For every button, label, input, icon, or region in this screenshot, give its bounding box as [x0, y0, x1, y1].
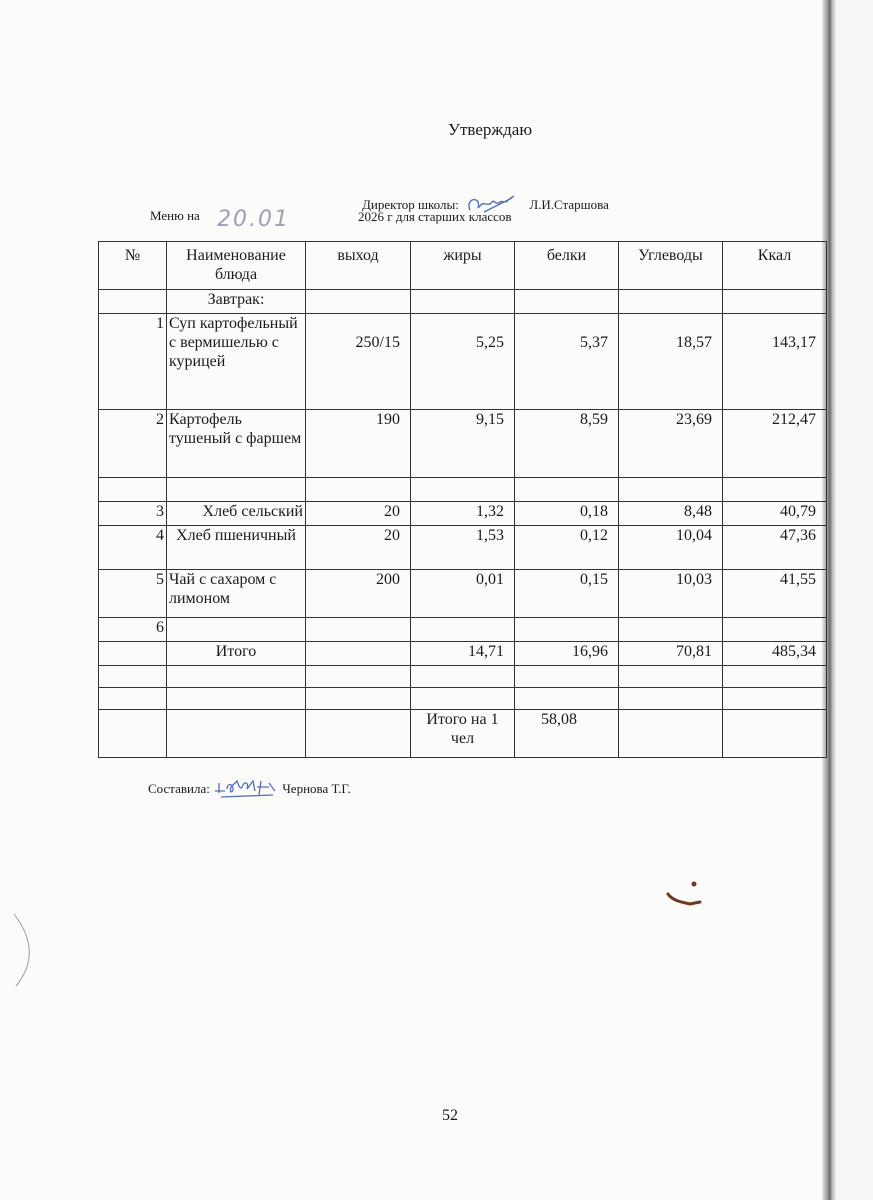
per-person-row: [99, 710, 827, 758]
row-protein: 5,37: [515, 314, 619, 410]
row-protein: 0,15: [515, 570, 619, 618]
row-out: 20: [306, 502, 411, 526]
row-name: Хлеб пшеничный: [167, 526, 306, 570]
page-curve-mark: [10, 912, 40, 990]
table-header-row: [99, 242, 827, 290]
total-kcal: 485,34: [723, 642, 827, 666]
row-out: 20: [306, 526, 411, 570]
ink-stain: [660, 880, 710, 910]
col-header-num: №: [99, 242, 167, 290]
row-num: 2: [99, 410, 167, 478]
row-carbs: [619, 618, 723, 642]
row-out: [306, 618, 411, 642]
row-fat: 1,32: [411, 502, 515, 526]
row-protein: 8,59: [515, 410, 619, 478]
empty-row: [99, 478, 827, 502]
table-row: [99, 410, 827, 478]
row-num: 6: [99, 618, 167, 642]
row-fat: [411, 618, 515, 642]
row-num: 1: [99, 314, 167, 410]
col-header-name: Наименование блюда: [167, 242, 306, 290]
section-row: [99, 290, 827, 314]
director-name: Л.И.Старшова: [529, 197, 609, 212]
row-kcal: 212,47: [723, 410, 827, 478]
row-fat: 9,15: [411, 410, 515, 478]
row-fat: 5,25: [411, 314, 515, 410]
total-protein: 16,96: [515, 642, 619, 666]
row-carbs: 8,48: [619, 502, 723, 526]
table-row: [99, 526, 827, 570]
table-row: [99, 314, 827, 410]
menu-table: [98, 241, 827, 758]
total-row: [99, 642, 827, 666]
col-header-kcal: Ккал: [723, 242, 827, 290]
menu-date-line: [150, 207, 291, 232]
per-person-label: Итого на 1 чел: [411, 710, 515, 758]
row-kcal: 40,79: [723, 502, 827, 526]
table-row: [99, 570, 827, 618]
row-kcal: 143,17: [723, 314, 827, 410]
total-carbs: 70,81: [619, 642, 723, 666]
row-kcal: 41,55: [723, 570, 827, 618]
col-header-carbs: Углеводы: [619, 242, 723, 290]
row-kcal: 47,36: [723, 526, 827, 570]
per-person-value: 58,08: [515, 710, 619, 758]
composer-signature: [213, 777, 279, 799]
empty-row: [99, 666, 827, 688]
page-number: 52: [442, 1107, 458, 1124]
row-fat: 0,01: [411, 570, 515, 618]
row-protein: [515, 618, 619, 642]
row-out: 250/15: [306, 314, 411, 410]
row-protein: 0,18: [515, 502, 619, 526]
row-protein: 0,12: [515, 526, 619, 570]
composed-name: Чернова Т.Г.: [282, 781, 351, 796]
row-fat: 1,53: [411, 526, 515, 570]
row-name: Хлеб сельский: [167, 502, 306, 526]
composed-label: Составила:: [148, 781, 210, 796]
row-name: [167, 618, 306, 642]
row-name: Чай с сахаром с лимоном: [167, 570, 306, 618]
row-name: Картофель тушеный с фаршем: [167, 410, 306, 478]
row-carbs: 10,03: [619, 570, 723, 618]
col-header-out: выход: [306, 242, 411, 290]
menu-subtitle: 2026 г для старших классов: [358, 209, 512, 224]
composed-line: [148, 777, 351, 799]
col-header-fat: жиры: [411, 242, 515, 290]
total-label: Итого: [167, 642, 306, 666]
scan-margin: [836, 0, 873, 1200]
row-out: 190: [306, 410, 411, 478]
section-label: Завтрак:: [167, 290, 306, 314]
table-row: [99, 502, 827, 526]
col-header-protein: белки: [515, 242, 619, 290]
menu-label: Меню на: [150, 208, 200, 223]
row-num: 5: [99, 570, 167, 618]
director-label: Директор школы:: [362, 197, 459, 212]
row-name: Суп картофельный с вермишелью с курицей: [167, 314, 306, 410]
total-fat: 14,71: [411, 642, 515, 666]
menu-date-handwritten: 20.01: [217, 207, 291, 232]
row-carbs: 18,57: [619, 314, 723, 410]
row-num: 4: [99, 526, 167, 570]
row-carbs: 23,69: [619, 410, 723, 478]
table-row: [99, 618, 827, 642]
row-kcal: [723, 618, 827, 642]
approval-title: Утверждаю: [447, 120, 533, 139]
row-out: 200: [306, 570, 411, 618]
row-carbs: 10,04: [619, 526, 723, 570]
row-num: 3: [99, 502, 167, 526]
empty-row: [99, 688, 827, 710]
